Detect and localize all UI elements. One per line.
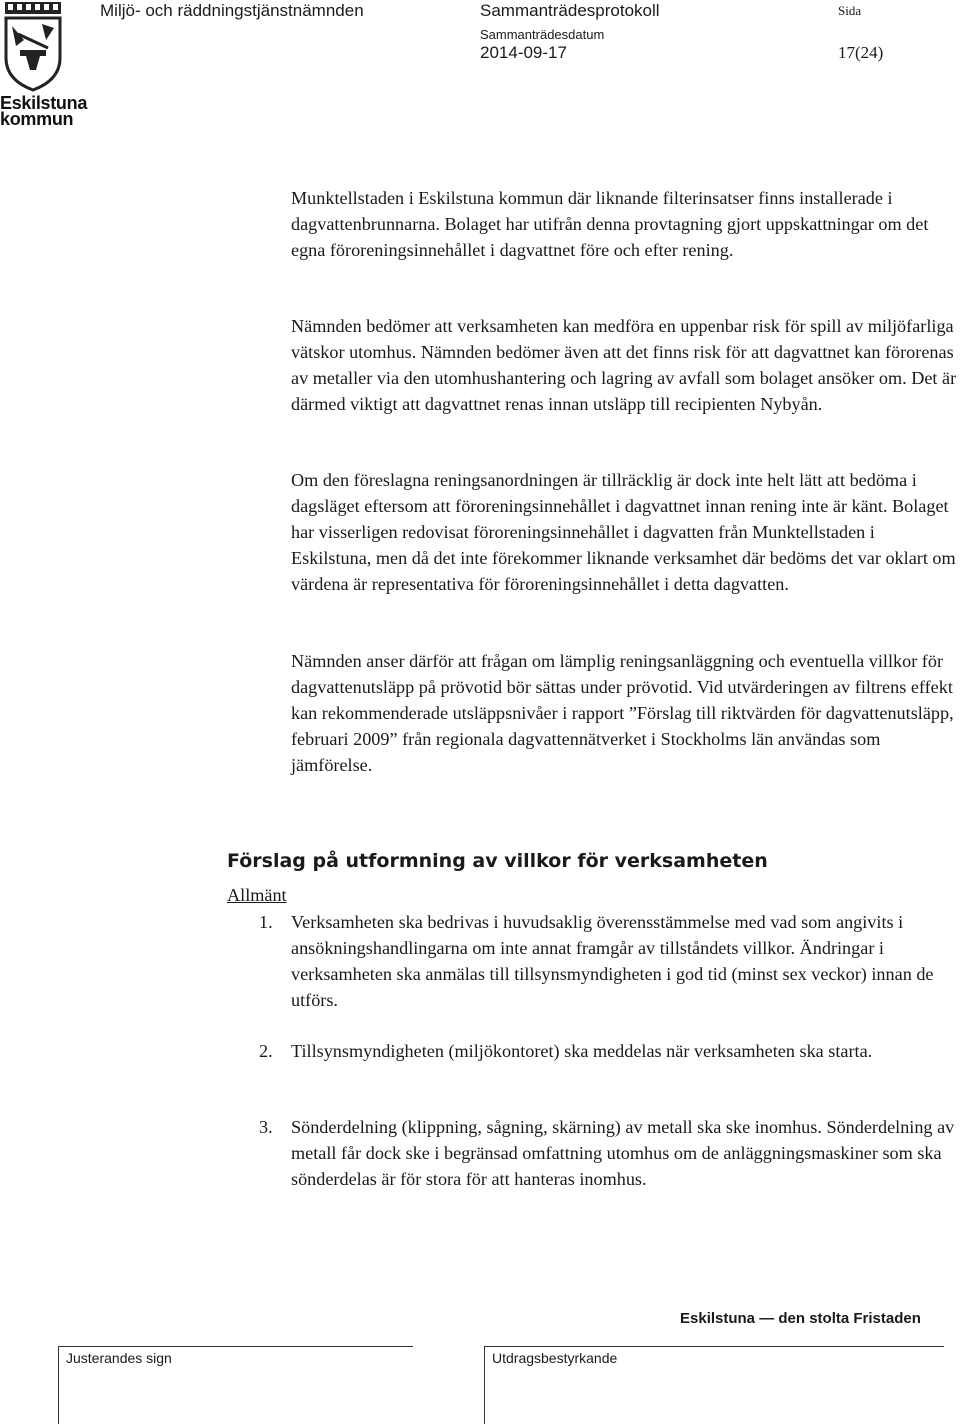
- list-item-text: Tillsynsmyndigheten (miljökontoret) ska meddelas när verksamheten ska starta.: [291, 1041, 873, 1061]
- signature-label: Justerandes sign: [66, 1350, 172, 1366]
- extract-certification-label: Utdragsbestyrkande: [492, 1350, 618, 1366]
- footer-motto: Eskilstuna — den stolta Fristaden: [680, 1310, 921, 1327]
- list-item-text: Sönderdelning (klippning, sågning, skärning) av metall ska ske inomhus. Sönderdelning av metall får dock ske i begränsad omfattning utomhus om de anläggningsmaskiner som ska sönderdelas är för stora för att hanteras inomhus.: [291, 1117, 955, 1189]
- paragraph-3: Om den föreslagna reningsanordningen är tillräcklig är dock inte helt lätt att bedöma i dagsläget eftersom att föroreningsinnehållet i dagvattnet innan rening inte är känt. Bolaget har visserligen redovisat föroreningsinnehållet i dagvatten från Munktellstaden i Eskilstuna, men då det inte förekommer liknande verksamhet där bedöms det var oklart om värdena är representativa för föroreningsinnehållet i detta dagvatten.: [291, 470, 956, 594]
- document-type: Sammanträdesprotokoll: [480, 1, 660, 20]
- paragraph-4: Nämnden anser därför att frågan om lämplig reningsanläggning och eventuella villkor för dagvattenutsläpp på prövotid bör sättas under prövotid. Vid utvärderingen av filtrens effekt kan rekommenderade utsläppsnivåer i rapport ”Förslag till riktvärden för dagvattenutsläpp, februari 2009” från regionala dagvattennätverket i Stockholms län användas som jämförelse.: [291, 651, 954, 775]
- list-item-number: 1.: [259, 912, 273, 932]
- coat-of-arms-icon: [2, 0, 64, 92]
- page-label: Sida: [838, 3, 862, 18]
- footer-box-left-edge: [58, 1346, 59, 1424]
- municipality-logo: [0, 0, 88, 129]
- footer-box-right-edge: [484, 1346, 485, 1424]
- list-item-number: 2.: [259, 1041, 273, 1061]
- committee-name: Miljö- och räddningstjänstnämnden: [100, 1, 364, 20]
- paragraph-1: Munktellstaden i Eskilstuna kommun där liknande filterinsatser finns installerade i dagvattenbrunnarna. Bolaget har utifrån denna provtagning gjort uppskattningar om det egna föroreningsinnehållet i dagvattnet före och efter rening.: [291, 188, 929, 260]
- logo-text-line2: kommun: [0, 109, 74, 129]
- list-item-text: Verksamheten ska bedrivas i huvudsaklig överensstämmelse med vad som angivits i ansökningshandlingarna om inte annat framgår av tillståndets villkor. Ändringar i verksamheten ska anmälas till tillsynsmyndigheten i god tid (minst sex veckor) innan de utförs.: [291, 912, 934, 1010]
- section-subheading: Allmänt: [227, 885, 287, 905]
- section-heading: Förslag på utformning av villkor för verksamheten: [227, 850, 768, 872]
- footer-divider-right: [484, 1346, 944, 1347]
- list-item-number: 3.: [259, 1117, 273, 1137]
- logo-text-line1: Eskilstuna: [0, 93, 88, 113]
- page-number: 17(24): [838, 43, 884, 62]
- meeting-date: 2014-09-17: [480, 43, 567, 62]
- footer-divider-left: [58, 1346, 413, 1347]
- date-label: Sammanträdesdatum: [480, 27, 605, 42]
- paragraph-2: Nämnden bedömer att verksamheten kan medföra en uppenbar risk för spill av miljöfarliga vätskor utomhus. Nämnden bedömer även att det finns risk för att dagvattnet kan förorenas av metaller via den utomhushantering och lagring av avfall som bolaget ansöker om. Det är därmed viktigt att dagvattnet renas innan utsläpp till recipienten Nybyån.: [291, 316, 957, 414]
